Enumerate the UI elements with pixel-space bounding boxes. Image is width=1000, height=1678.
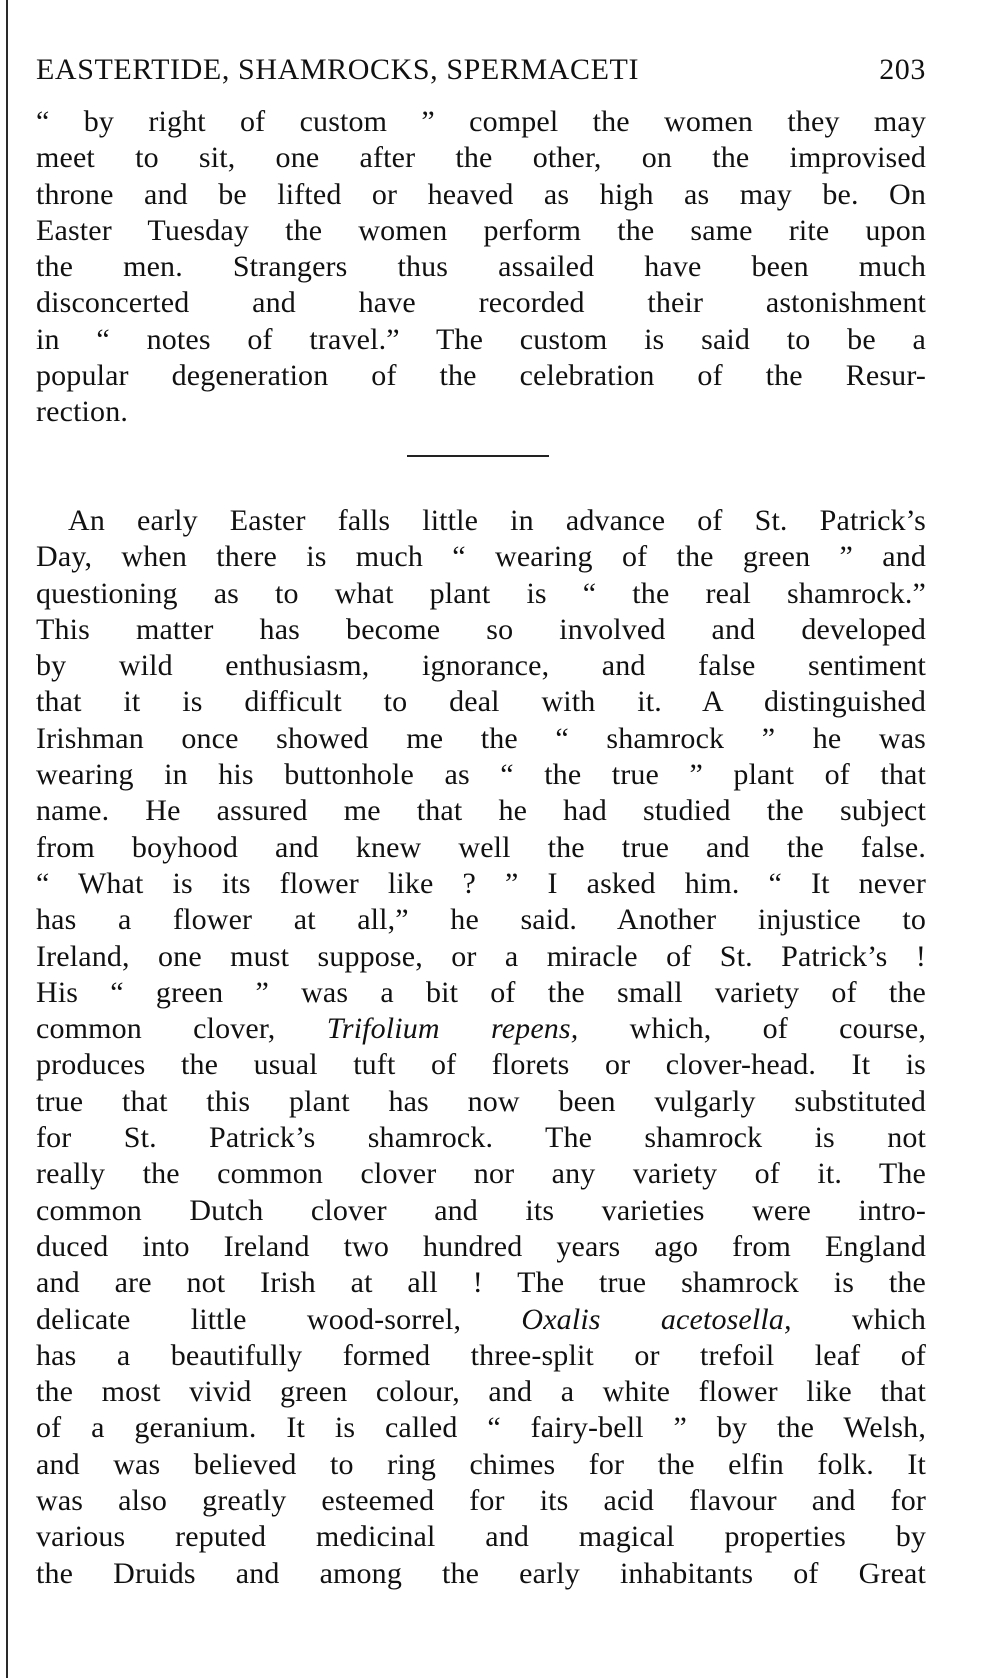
text-line: common Dutch clover and its varieties were intro- bbox=[36, 1193, 926, 1227]
text-segment: common clover, bbox=[36, 1012, 327, 1046]
text-line: by wild enthusiasm, ignorance, and false sentiment bbox=[36, 649, 926, 683]
text-line: has a beautifully formed three-split or trefoil leaf of bbox=[36, 1338, 926, 1372]
text-line: “ by right of custom ” compel the women they may bbox=[36, 105, 926, 138]
text-segment: which bbox=[791, 1302, 926, 1336]
text-segment: which, of course, bbox=[578, 1012, 926, 1046]
text-line: the most vivid green colour, and a white flower like that bbox=[36, 1375, 926, 1409]
text-line: throne and be lifted or heaved as high as may be. On bbox=[36, 177, 926, 211]
text-line: popular degeneration of the celebration of the Resur- bbox=[36, 359, 926, 393]
paragraph-continued bbox=[36, 104, 926, 431]
running-title: EASTERTIDE, SHAMROCKS, SPERMACETI bbox=[36, 53, 640, 86]
text-segment: delicate little wood-sorrel, bbox=[36, 1302, 522, 1336]
text-line: Ireland, one must suppose, or a miracle of St. Patrick’s ! bbox=[36, 939, 926, 973]
text-line: from boyhood and knew well the true and the false. bbox=[36, 830, 926, 864]
paragraph-shamrock bbox=[36, 503, 926, 1592]
text-line: various reputed medicinal and magical properties by bbox=[36, 1520, 926, 1554]
text-line: His “ green ” was a bit of the small variety of the bbox=[36, 975, 926, 1009]
text-line: that it is difficult to deal with it. A distinguished bbox=[36, 685, 926, 719]
text-line: the men. Strangers thus assailed have been much bbox=[36, 250, 926, 284]
text-line: was also greatly esteemed for its acid flavour and for bbox=[36, 1484, 926, 1518]
text-line: questioning as to what plant is “ the real shamrock.” bbox=[36, 576, 926, 610]
text-line: really the common clover nor any variety of it. The bbox=[36, 1157, 926, 1191]
text-line: meet to sit, one after the other, on the improvised bbox=[36, 141, 926, 175]
text-line: produces the usual tuft of florets or clover-head. It is bbox=[36, 1048, 926, 1082]
page-number: 203 bbox=[879, 53, 926, 86]
latin-species-name: Oxalis acetosella, bbox=[521, 1302, 792, 1336]
page-edge-rule bbox=[6, 0, 8, 1678]
text-line: and was believed to ring chimes for the elfin folk. It bbox=[36, 1447, 926, 1481]
text-line: true that this plant has now been vulgarly substituted bbox=[36, 1084, 926, 1118]
text-line: An early Easter falls little in advance of St. Patrick’s bbox=[68, 504, 926, 537]
text-line: Irishman once showed me the “ shamrock ” he was bbox=[36, 721, 926, 755]
text-line: the Druids and among the early inhabitants of Great bbox=[36, 1556, 926, 1590]
text-line-with-italic bbox=[36, 1011, 926, 1047]
text-line-with-italic bbox=[36, 1302, 926, 1338]
text-line: This matter has become so involved and developed bbox=[36, 612, 926, 646]
text-line: Easter Tuesday the women perform the same rite upon bbox=[36, 213, 926, 247]
text-line: in “ notes of travel.” The custom is said to be a bbox=[36, 322, 926, 356]
section-divider bbox=[407, 455, 549, 457]
text-line: name. He assured me that he had studied the subject bbox=[36, 794, 926, 828]
text-line: has a flower at all,” he said. Another injustice to bbox=[36, 903, 926, 937]
text-line: rection. bbox=[36, 395, 128, 429]
text-line: “ What is its flower like ? ” I asked him. “ It never bbox=[36, 866, 926, 900]
text-line: disconcerted and have recorded their astonishment bbox=[36, 286, 926, 320]
text-line: of a geranium. It is called “ fairy-bell ” by the Welsh, bbox=[36, 1411, 926, 1445]
text-line: duced into Ireland two hundred years ago from England bbox=[36, 1229, 926, 1263]
text-line: Day, when there is much “ wearing of the green ” and bbox=[36, 540, 926, 574]
text-line: and are not Irish at all ! The true shamrock is the bbox=[36, 1266, 926, 1300]
latin-species-name: Trifolium repens, bbox=[326, 1012, 579, 1046]
text-line: wearing in his buttonhole as “ the true ” plant of that bbox=[36, 758, 926, 792]
text-line: for St. Patrick’s shamrock. The shamrock is not bbox=[36, 1121, 926, 1155]
running-header bbox=[36, 50, 926, 90]
